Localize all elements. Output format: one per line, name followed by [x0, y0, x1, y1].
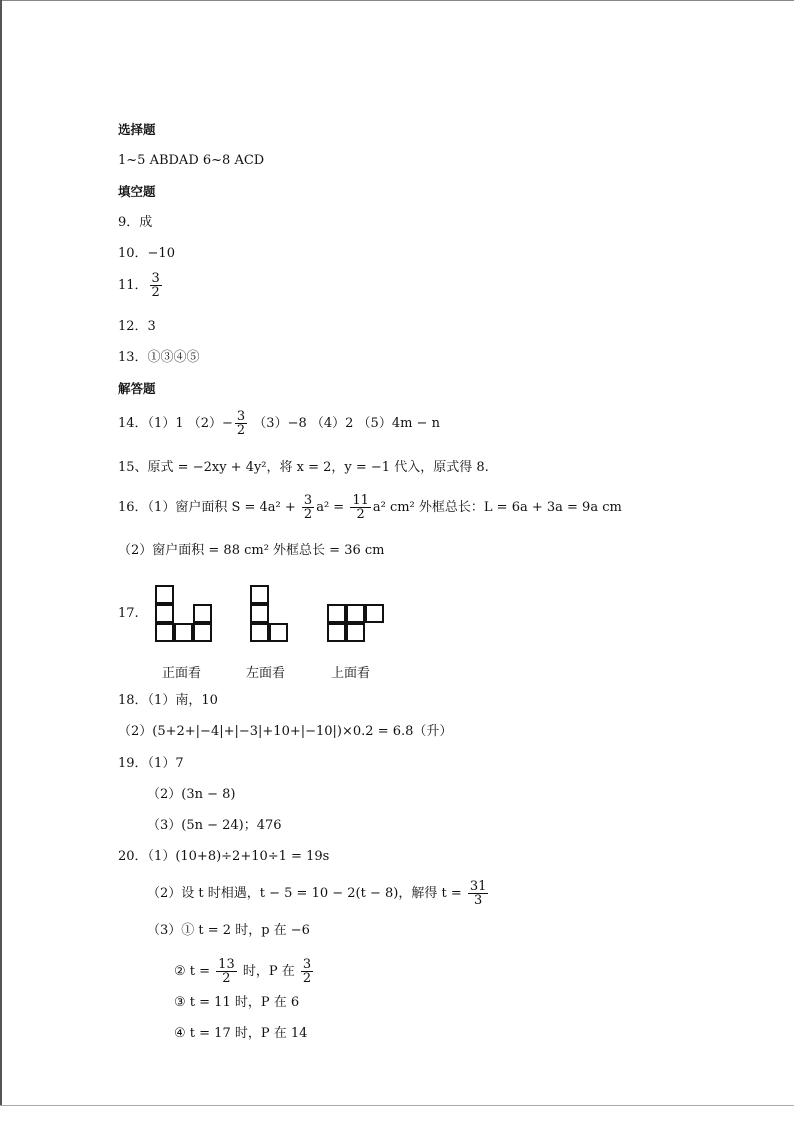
q20-3-2-f2-denominator: 2: [302, 971, 312, 986]
choice-answers: 1~5 ABDAD 6~8 ACD: [118, 153, 265, 168]
q11-label: 11．: [118, 278, 148, 293]
top-view-label: 上面看: [331, 666, 371, 681]
q20-2-numerator: 31: [469, 879, 487, 894]
page-bottom-border: [0, 1105, 794, 1106]
answer-q15: 15、原式 = −2xy + 4y²，将 x = 2，y = −1 代入，原式得 8.: [118, 460, 489, 475]
answer-q12: 12．3: [118, 319, 156, 334]
q16-fraction-1: [302, 494, 314, 521]
q14-fraction: [235, 410, 247, 437]
q20-3-2-fraction-1: [216, 958, 237, 985]
top-view-square: [327, 623, 346, 642]
section-heading-answer: 解答题: [118, 381, 156, 396]
q20-3-2-f1-denominator: 2: [222, 971, 231, 986]
page-top-border: [0, 0, 794, 1]
answer-q20-2: [147, 880, 490, 907]
answer-q20-1: 20．（1）(10+8)÷2+10÷1 = 19s: [118, 849, 330, 864]
top-view-square: [327, 604, 346, 623]
top-view-square: [346, 623, 365, 642]
page-left-border: [0, 0, 2, 1106]
left-view-label: 左面看: [246, 666, 286, 681]
front-view-square: [193, 604, 212, 623]
q11-denominator: 2: [151, 285, 160, 300]
q20-3-2-f1-numerator: 13: [218, 957, 235, 972]
left-view-square: [250, 585, 269, 604]
q14-numerator: 3: [236, 409, 246, 424]
answer-q20-3-3: ③ t = 11 时，P 在 6: [174, 995, 300, 1010]
q16-fraction-2: [350, 494, 371, 521]
q16-f1-numerator: 3: [303, 493, 313, 508]
answer-q20-3-1: （3）① t = 2 时，p 在 −6: [147, 923, 310, 938]
answer-q16-2: （2）窗户面积 = 88 cm² 外框总长 = 36 cm: [118, 543, 385, 558]
q16-f1-denominator: 2: [303, 507, 313, 522]
q16-f2-numerator: 11: [352, 493, 369, 508]
front-view-square: [155, 585, 174, 604]
q14-part-b: （3）−8 （4）2 （5）4m − n: [249, 416, 440, 431]
answer-q11: [118, 272, 164, 299]
q16-1-part-c: a² cm² 外框总长：L = 6a + 3a = 9a cm: [372, 500, 622, 515]
q17-label: 17.: [118, 606, 139, 621]
q20-3-2-fraction-2: [301, 958, 313, 985]
q20-2-text: （2）设 t 时相遇，t − 5 = 10 − 2(t − 8)，解得 t =: [147, 886, 466, 901]
q16-f2-denominator: 2: [356, 507, 365, 522]
answer-q19-2: （2）(3n − 8): [147, 787, 236, 802]
front-view-label: 正面看: [162, 666, 202, 681]
front-view-square: [174, 623, 193, 642]
front-view-square: [193, 623, 212, 642]
front-view-square: [155, 604, 174, 623]
q20-2-fraction: [468, 880, 489, 907]
answer-q14: [118, 410, 440, 437]
q14-part-a: 14．（1）1 （2）−: [118, 416, 233, 431]
answer-q16-1: [118, 494, 622, 521]
q11-numerator: 3: [151, 271, 160, 286]
q14-denominator: 2: [236, 423, 246, 438]
section-heading-choice: 选择题: [118, 122, 156, 137]
left-view-square: [250, 623, 269, 642]
q20-3-2-f2-numerator: 3: [302, 957, 312, 972]
answer-q19-3: （3）(5n − 24)；476: [147, 818, 282, 833]
answer-q18-2: （2）(5+2+|−4|+|−3|+10+|−10|)×0.2 = 6.8（升）: [118, 724, 453, 739]
answer-q20-3-2: [174, 958, 315, 985]
q20-2-denominator: 3: [473, 893, 483, 908]
top-view-square: [346, 604, 365, 623]
answer-q13: 13．①③④⑤: [118, 350, 200, 365]
q16-1-part-a: 16．（1）窗户面积 S = 4a² +: [118, 500, 300, 515]
q20-3-2-part-b: 时，P 在: [238, 964, 299, 979]
answer-q9: 9．成: [118, 215, 153, 230]
top-view-square: [365, 604, 384, 623]
front-view-square: [155, 623, 174, 642]
left-view-square: [250, 604, 269, 623]
q16-1-part-b: a² =: [316, 500, 349, 515]
q11-fraction: [150, 272, 162, 299]
answer-q20-3-4: ④ t = 17 时，P 在 14: [174, 1026, 308, 1041]
answer-q18-1: 18．（1）南，10: [118, 693, 218, 708]
answer-q19-1: 19．（1）7: [118, 756, 184, 771]
left-view-square: [269, 623, 288, 642]
q20-3-2-part-a: ② t =: [174, 964, 215, 979]
answer-q10: 10．−10: [118, 246, 175, 261]
section-heading-fill: 填空题: [118, 184, 156, 199]
